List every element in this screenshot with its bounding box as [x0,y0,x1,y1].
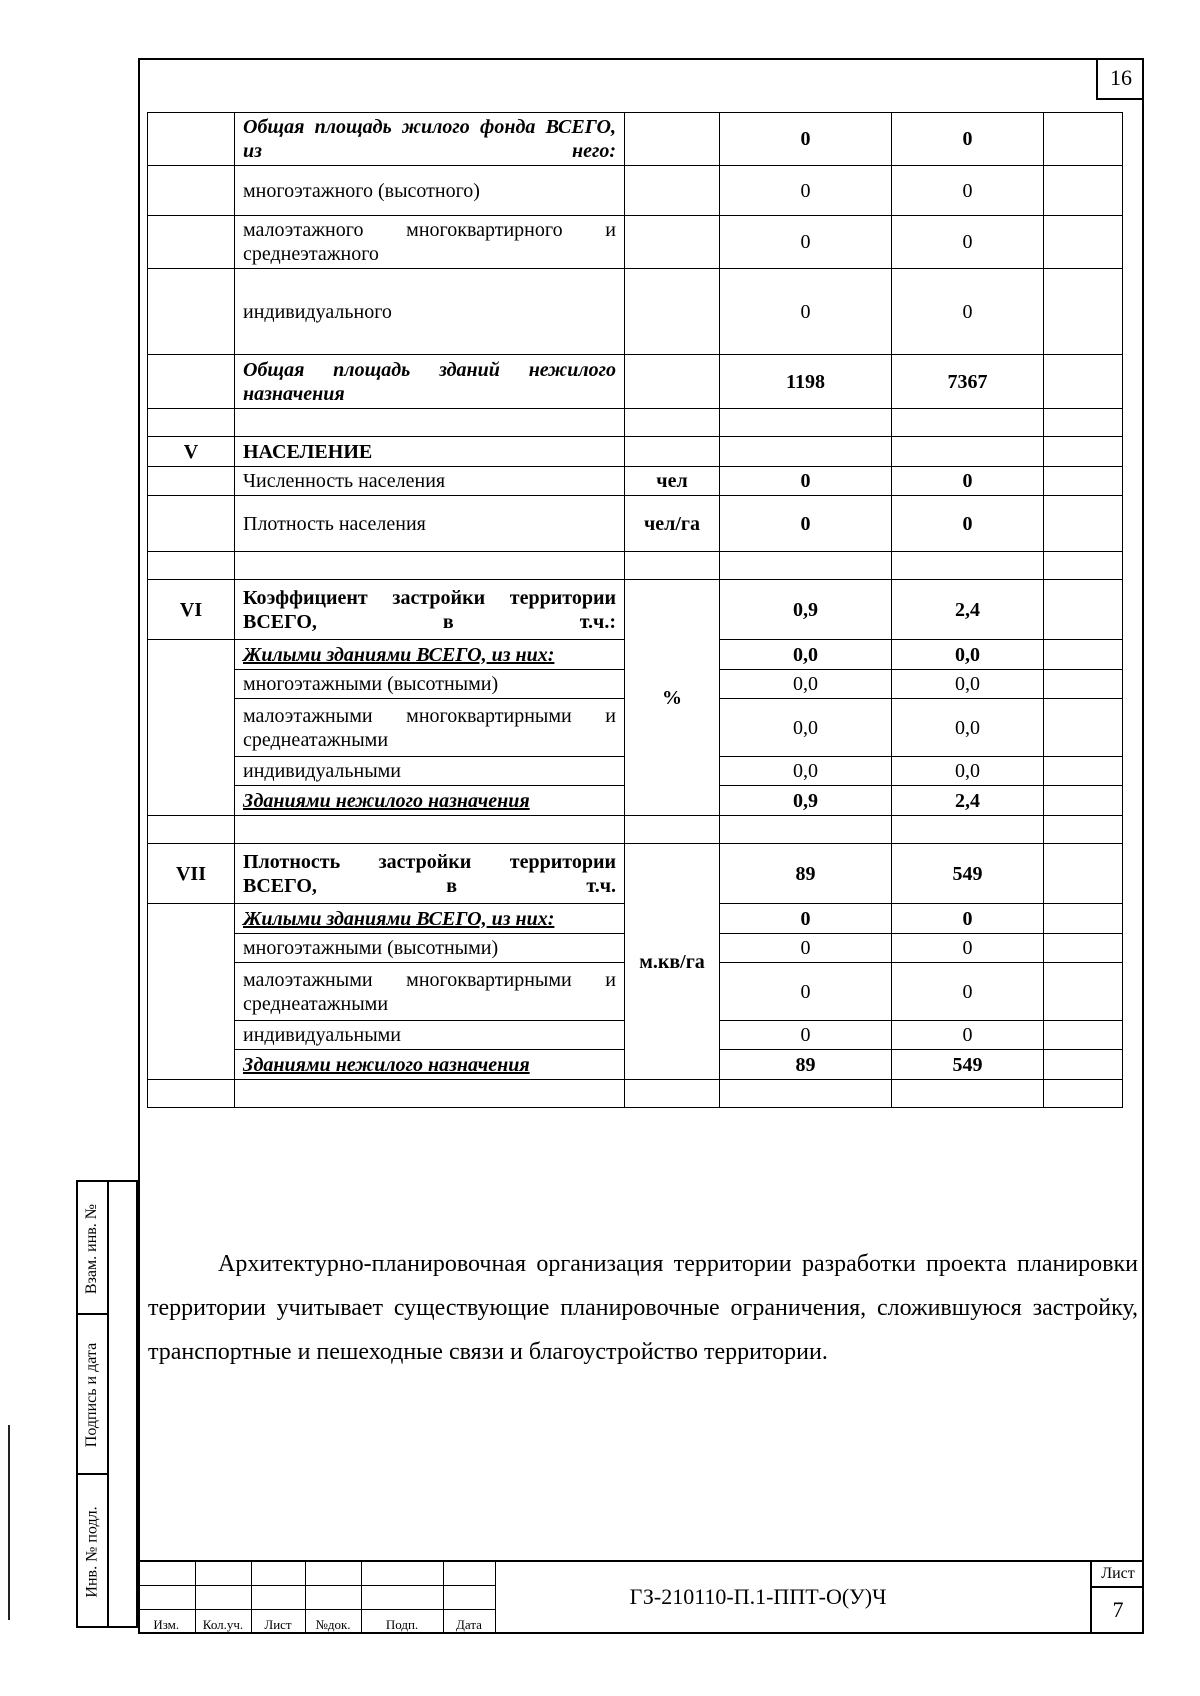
paragraph-text: Архитектурно-планировочная организация территории разработки проекта планировки территории учитывает существующие планировочные ограничения, сложившуюся застройку, транспортные и пешеходные связи и благоустройство территории. [148,1251,1138,1365]
table-row [148,216,1123,269]
empty-cell [1044,816,1123,844]
empty-cell [235,1080,625,1108]
note-cell [1044,640,1123,670]
value-project: 0,0 [892,670,1044,699]
document-code: ГЗ-210110-П.1-ППТ-О(У)Ч [629,1584,887,1609]
empty-cell [235,816,625,844]
note-cell [1044,934,1123,963]
spacer-row [148,816,1123,844]
value-existing: 0 [720,166,892,216]
body-paragraph [148,1242,1138,1374]
value-existing: 0 [720,269,892,355]
indicator-label: Плотность населения [235,496,625,552]
note-cell [1044,166,1123,216]
table-row [148,437,1123,467]
indicator-label: многоэтажного (высотного) [235,166,625,216]
value-existing: 0 [720,496,892,552]
indicator-label [235,552,625,580]
strip-divider [107,1182,109,1626]
revision-column-header: Изм. [138,1610,195,1634]
revision-column-header: Дата [443,1610,495,1634]
value-existing [720,552,892,580]
indicator-label: малоэтажными многоквартирными и среднеатажными [235,699,625,757]
title-block [138,1560,1144,1634]
section-cell [148,166,235,216]
value-project: 0,0 [892,640,1044,670]
empty-cell [892,1080,1044,1108]
value-existing: 0 [720,467,892,496]
value-existing: 0,0 [720,670,892,699]
section-cell [148,496,235,552]
unit-cell [625,216,720,269]
sheet-number: 7 [1112,1597,1124,1622]
note-cell [1044,355,1123,409]
value-project: 0 [892,934,1044,963]
indicator-label: малоэтажными многоквартирными и среднеатажными [235,963,625,1021]
indicator-label [235,409,625,437]
unit-cell [625,437,720,467]
value-existing: 0 [720,216,892,269]
note-cell [1044,269,1123,355]
spacer-row [148,1080,1123,1108]
note-cell [1044,963,1123,1021]
value-project: 0 [892,113,1044,166]
indicator-label: Жилыми зданиями ВСЕГО, из них: [235,904,625,934]
indicator-label: Зданиями нежилого назначения [235,786,625,816]
value-existing [720,409,892,437]
value-existing [720,437,892,467]
value-project: 0,0 [892,757,1044,786]
table-row [148,552,1123,580]
value-existing: 0,0 [720,699,892,757]
unit-cell: чел/га [625,496,720,552]
indicator-label: Зданиями нежилого назначения [235,1050,625,1080]
note-cell [1044,467,1123,496]
indicator-label: малоэтажного многоквартирного и среднеэтажного [235,216,625,269]
empty-cell [720,816,892,844]
section-cell: V [148,437,235,467]
value-project: 0 [892,269,1044,355]
value-existing: 89 [720,844,892,904]
value-existing: 0 [720,113,892,166]
indicator-label: индивидуальными [235,757,625,786]
value-existing: 0,9 [720,786,892,816]
note-cell [1044,496,1123,552]
indicator-label: многоэтажными (высотными) [235,934,625,963]
value-project: 0 [892,496,1044,552]
unit-cell: % [625,580,720,816]
table-row [148,844,1123,904]
note-cell [1044,216,1123,269]
table-row [148,166,1123,216]
section-cell [148,467,235,496]
table-row [148,355,1123,409]
revision-column-header: Кол.уч. [195,1610,251,1634]
indicator-label: индивидуальными [235,1021,625,1050]
section-cell [148,409,235,437]
note-cell [1044,699,1123,757]
unit-cell [625,269,720,355]
value-existing: 1198 [720,355,892,409]
value-existing: 0,0 [720,757,892,786]
note-cell [1044,113,1123,166]
revision-column-header: №док. [305,1610,361,1634]
unit-cell [625,113,720,166]
value-project [892,552,1044,580]
empty-cell [148,816,235,844]
note-cell [1044,670,1123,699]
section-cell [148,640,235,816]
value-project: 0 [892,963,1044,1021]
value-project: 2,4 [892,786,1044,816]
unit-cell [625,355,720,409]
indicator-label: индивидуального [235,269,625,355]
value-existing: 0,9 [720,580,892,640]
empty-cell [148,1080,235,1108]
note-cell [1044,437,1123,467]
value-project [892,409,1044,437]
value-existing: 0 [720,934,892,963]
indicator-label: НАСЕЛЕНИЕ [235,437,625,467]
note-cell [1044,757,1123,786]
value-project: 0 [892,904,1044,934]
unit-cell: чел [625,467,720,496]
note-cell [1044,552,1123,580]
value-project: 2,4 [892,580,1044,640]
value-existing: 0,0 [720,640,892,670]
sheet-box [1090,1562,1144,1634]
table-row [148,269,1123,355]
empty-cell [625,816,720,844]
section-cell [148,216,235,269]
section-cell: VI [148,580,235,640]
indicator-label: Общая площадь жилого фонда ВСЕГО, из него: [235,113,625,166]
value-existing: 0 [720,963,892,1021]
sheet-label: Лист [1092,1562,1144,1588]
revision-grid [138,1562,496,1634]
table-row [148,580,1123,640]
note-cell [1044,786,1123,816]
inv-label: Инв. № подл. [83,1505,101,1598]
indicator-label: Плотность застройки территории ВСЕГО, в т.ч. [235,844,625,904]
indicator-label: Жилыми зданиями ВСЕГО, из них: [235,640,625,670]
note-cell [1044,1021,1123,1050]
value-project: 549 [892,1050,1044,1080]
indicators-table [147,112,1123,1108]
table-row [148,467,1123,496]
section-cell [148,355,235,409]
note-cell [1044,844,1123,904]
podpis-label: Подпись и дата [83,1342,101,1448]
table-row [148,113,1123,166]
revision-column-header: Подп. [361,1610,443,1634]
page-number: 16 [1096,58,1144,100]
indicator-label: многоэтажными (высотными) [235,670,625,699]
empty-cell [625,1080,720,1108]
note-cell [1044,1050,1123,1080]
indicator-label: Коэффициент застройки территории ВСЕГО, в т.ч.: [235,580,625,640]
margin-strip [76,1180,138,1628]
section-cell: VII [148,844,235,904]
empty-cell [1044,1080,1123,1108]
section-cell [148,269,235,355]
value-project: 549 [892,844,1044,904]
note-cell [1044,904,1123,934]
note-cell [1044,409,1123,437]
empty-cell [892,816,1044,844]
value-project: 0 [892,467,1044,496]
revision-column-header: Лист [251,1610,305,1634]
vzam-label: Взам. инв. № [83,1203,101,1294]
empty-cell [720,1080,892,1108]
section-cell [148,552,235,580]
indicator-label: Численность населения [235,467,625,496]
value-project: 0 [892,1021,1044,1050]
value-project: 0,0 [892,699,1044,757]
value-project [892,437,1044,467]
value-project: 7367 [892,355,1044,409]
unit-cell: м.кв/га [625,844,720,1080]
scan-edge-line [8,1425,10,1620]
value-existing: 0 [720,1021,892,1050]
value-existing: 89 [720,1050,892,1080]
table-row [148,496,1123,552]
unit-cell [625,166,720,216]
section-cell [148,113,235,166]
value-project: 0 [892,166,1044,216]
note-cell [1044,580,1123,640]
unit-cell [625,409,720,437]
indicator-label: Общая площадь зданий нежилого назначения [235,355,625,409]
table-row [148,409,1123,437]
value-existing: 0 [720,904,892,934]
section-cell [148,904,235,1080]
unit-cell [625,552,720,580]
value-project: 0 [892,216,1044,269]
